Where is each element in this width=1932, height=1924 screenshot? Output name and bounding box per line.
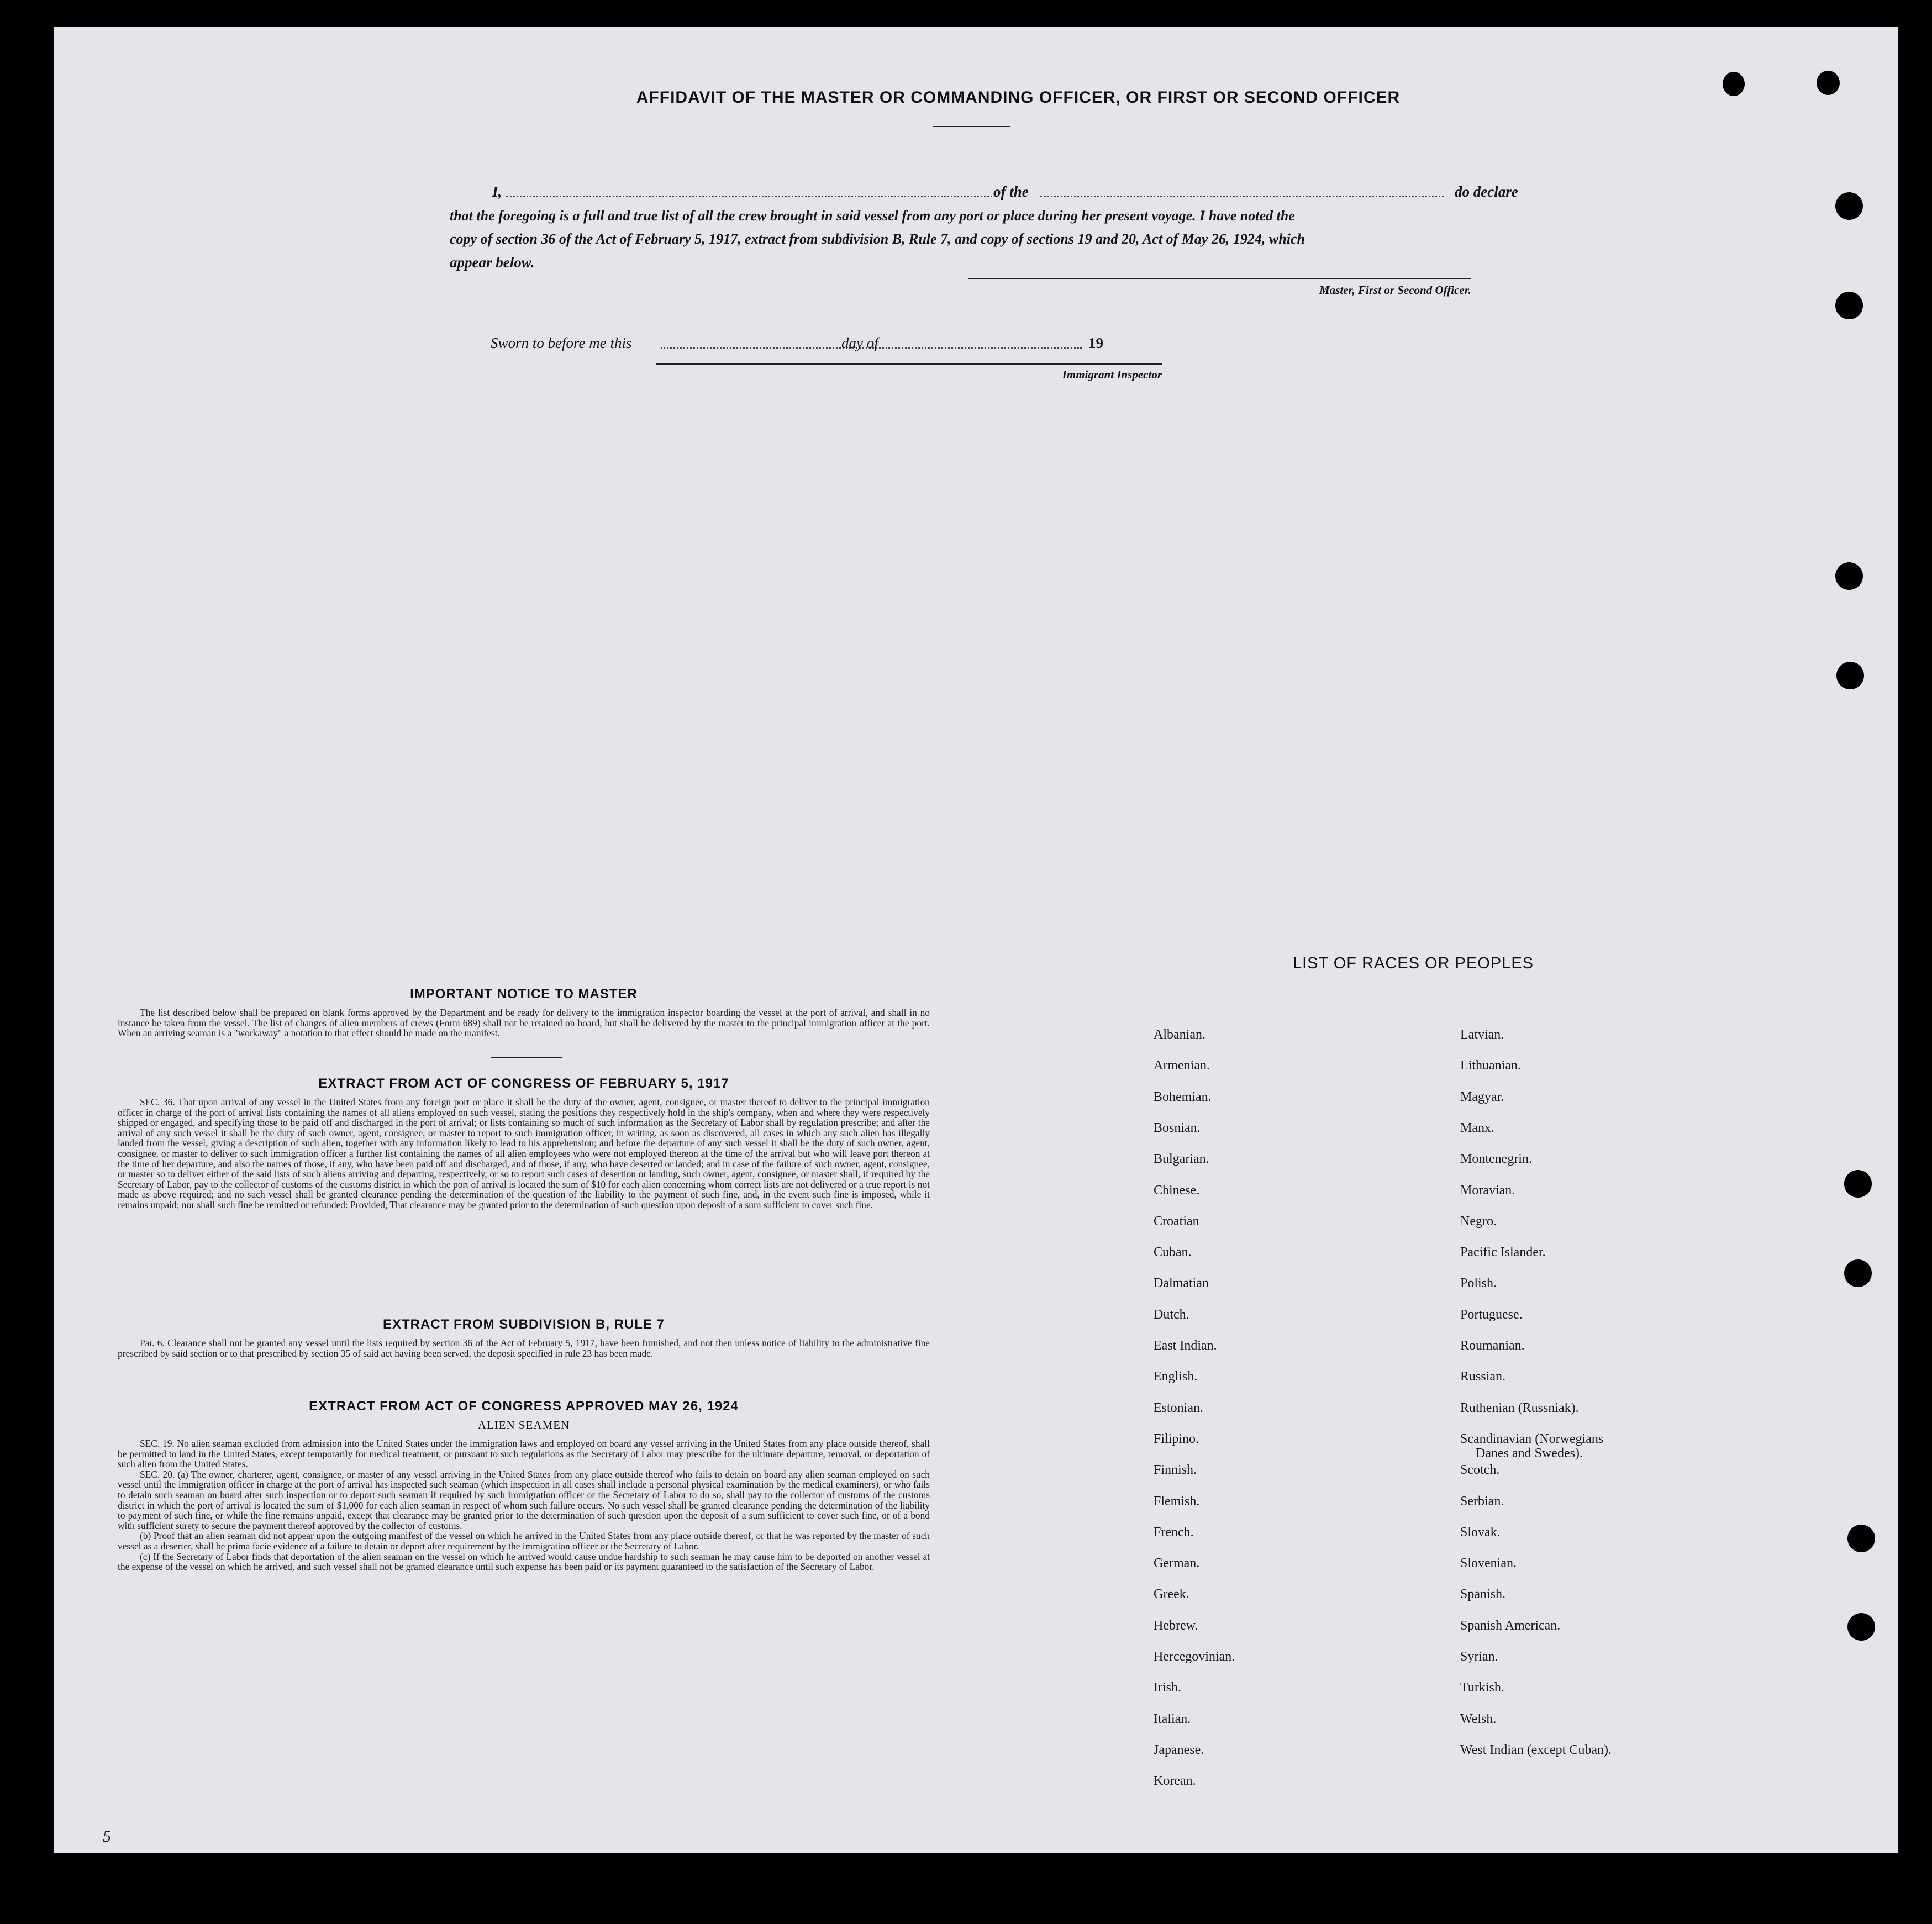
year-label: 19: [1088, 335, 1103, 351]
affidavit-title: AFFIDAVIT OF THE MASTER OR COMMANDING OFFICER, OR FIRST OR SECOND OFFICER: [636, 88, 1401, 107]
inspector-caption: Immigrant Inspector: [1062, 368, 1162, 381]
punch-hole: [1844, 1170, 1872, 1198]
punch-hole: [1723, 72, 1745, 96]
race-item: Latvian.: [1460, 1027, 1504, 1042]
race-item: Moravian.: [1460, 1183, 1515, 1198]
race-item: Hebrew.: [1154, 1618, 1198, 1633]
name-blank[interactable]: [506, 196, 992, 197]
punch-hole: [1847, 1613, 1875, 1641]
races-title: LIST OF RACES OR PEOPLES: [1292, 955, 1534, 972]
race-item: Polish.: [1460, 1276, 1497, 1291]
rule7-text: [118, 1338, 930, 1358]
race-item: Roumanian.: [1460, 1338, 1525, 1353]
affidavit-body-line2: that the foregoing is a full and true list of all the crew brought in said vessel from any port or place during her present voyage. I have noted the: [450, 208, 1295, 224]
race-item: Korean.: [1154, 1774, 1196, 1789]
race-item: East Indian.: [1154, 1338, 1217, 1353]
affidavit-line1-of-the: of the: [993, 183, 1029, 200]
extract-1917-text: [118, 1097, 930, 1210]
day-of-label: day of: [841, 335, 878, 351]
master-signature-line[interactable]: [968, 278, 1471, 279]
race-item: Danes and Swedes).: [1476, 1446, 1583, 1461]
extract-1924-subtitle: ALIEN SEAMEN: [477, 1419, 570, 1432]
extract-1924-title: EXTRACT FROM ACT OF CONGRESS APPROVED MAY 26, 1924: [309, 1399, 739, 1414]
race-item: Dalmatian: [1154, 1276, 1209, 1291]
rule7-title: EXTRACT FROM SUBDIVISION B, RULE 7: [382, 1317, 665, 1332]
race-item: Russian.: [1460, 1369, 1506, 1384]
inspector-signature-line[interactable]: [656, 363, 1162, 365]
extract-1924-text: [118, 1438, 930, 1572]
sec36-paragraph: SEC. 36. That upon arrival of any vessel in the United States from any foreign port or place it shall be the duty of the owner, agent, consignee, or master thereof to deliver to the principal immigration officer in charge of the port of arrival lists containing the names of all aliens employed on such vessel, stating the positions they respectively hold in the ship's company, when and where they were respectively shipped or engaged, and specifying those to be paid off and discharged in the port of arrival; or lists containing so much of such information as the Secretary of Labor shall by regulation prescribe; and after the arrival of any such vessel it shall be the duty of such owner, agent, consignee, or master to report to such immigration officer, in writing, as soon as discovered, all cases in which any such alien has illegally landed from the vessel, giving a description of such alien, together with any information likely to lead to his apprehension; and before the departure of any such vessel it shall be the duty of such owner, agent, consignee, or master to deliver to such immigration officer a further list containing the names of all alien employees who were not employed thereon at the time of the arrival but who will leave port thereon at the time of her departure, and also the names of those, if any, who have been paid off and discharged, and of those, if any, who have deserted or landed; and in case of the failure of such owner, agent, consignee, or master so to deliver either of the said lists of such aliens arriving and departing, respectively, or so to report such cases of desertion or landing, such owner, agent, consignee, or master shall, if required by the Secretary of Labor, pay to the collector of customs of the customs district in which the port of arrival is located the sum of $10 for each alien concerning whom correct lists are not delivered or a true report is not made as above required; and no such vessel shall be granted clearance pending the determination of the question of the liability to the payment of such fine, and, in the event such fine is imposed, while it remains unpaid; nor shall such fine be remitted or refunded: Provided, That clearance may be granted prior to the determination of such question upon deposit of a sum sufficient to cover such fine.: [118, 1097, 930, 1210]
race-item: Welsh.: [1460, 1711, 1497, 1726]
sec20b-paragraph: (b) Proof that an alien seaman did not appear upon the outgoing manifest of the vessel on which he arrived in the United States from any place outside thereof, or that he was reported by the master of such vessel as a deserter, shall be prima facie evidence of a failure to detain or deport after requirement by the immigration officer or the Secretary of Labor.: [118, 1530, 930, 1552]
race-item: Irish.: [1154, 1680, 1181, 1695]
race-item: Lithuanian.: [1460, 1058, 1521, 1073]
race-item: Slovenian.: [1460, 1556, 1517, 1571]
race-item: French.: [1154, 1525, 1194, 1540]
race-item: Albanian.: [1154, 1027, 1205, 1042]
extract-1917-title: EXTRACT FROM ACT OF CONGRESS OF FEBRUARY 5, 1917: [318, 1076, 729, 1091]
race-item: Japanese.: [1154, 1742, 1204, 1757]
affidavit-line1-declare: do declare: [1455, 183, 1518, 200]
punch-hole: [1844, 1259, 1872, 1287]
race-item: Pacific Islander.: [1460, 1245, 1546, 1260]
race-item: Scotch.: [1460, 1463, 1500, 1478]
affidavit-body-line3: copy of section 36 of the Act of February 5, 1917, extract from subdivision B, Rule 7, and copy of sections 19 and 20, Act of May 26, 1924, which: [450, 231, 1305, 247]
rule7-paragraph: Par. 6. Clearance shall not be granted any vessel until the lists required by section 36 of the Act of February 5, 1917, have been furnished, and not then unless notice of liability to the administrative fine prescribed by said section or to that prescribed by section 35 of said act having been served, the deposit specified in rule 23 has been made.: [118, 1337, 930, 1359]
race-item: Serbian.: [1460, 1494, 1504, 1509]
race-item: West Indian (except Cuban).: [1460, 1742, 1612, 1757]
race-item: Finnish.: [1154, 1463, 1197, 1478]
race-item: Negro.: [1460, 1214, 1497, 1229]
race-item: Syrian.: [1460, 1649, 1498, 1664]
race-item: Manx.: [1460, 1120, 1494, 1135]
race-item: Bosnian.: [1154, 1120, 1201, 1135]
vessel-blank[interactable]: [1040, 196, 1444, 197]
race-item: German.: [1154, 1556, 1200, 1571]
affidavit-body-line4: appear below.: [450, 254, 535, 271]
race-item: Slovak.: [1460, 1525, 1501, 1540]
race-item: Spanish.: [1460, 1587, 1506, 1602]
race-item: Armenian.: [1154, 1058, 1210, 1073]
race-item: Turkish.: [1460, 1680, 1504, 1695]
sec20a-paragraph: SEC. 20. (a) The owner, charterer, agent, consignee, or master of any vessel arriving in the United States from any place outside thereof who fails to detain on board any alien seaman employed on such vessel until the immigration officer in charge at the port of arrival has inspected such seaman (which inspection in all cases shall include a personal physical examination by the medical examiners), or who fails to detain such seaman on board after such inspection or to deport such seaman if required by such immigration officer or the Secretary of Labor to do so, shall pay to the collector of customs of the customs district in which the port of arrival is located the sum of $1,000 for each alien seaman in respect of whom such failure occurs. No such vessel shall be granted clearance pending the determination of the liability to payment of such fine, or while the fine remains unpaid, except that clearance may be granted prior to the determination of such question upon the deposit of a sum sufficient to cover such fine, or of a bond with sufficient surety to secure the payment thereof approved by the collector of customs.: [118, 1468, 930, 1531]
punch-hole: [1836, 662, 1864, 689]
document-page: [54, 27, 1898, 1853]
divider-1: [491, 1057, 562, 1058]
race-item: Ruthenian (Russniak).: [1460, 1400, 1579, 1415]
margin-mark: 5: [103, 1827, 111, 1846]
race-item: English.: [1154, 1369, 1198, 1384]
race-item: Italian.: [1154, 1711, 1191, 1726]
race-item: Portuguese.: [1460, 1307, 1523, 1322]
master-caption: Master, First or Second Officer.: [1319, 283, 1471, 297]
race-item: Magyar.: [1460, 1089, 1504, 1104]
sec19-paragraph: SEC. 19. No alien seaman excluded from admission into the United States under the immigration laws and employed on board any vessel arriving in the United States from any place outside thereof, shall be permitted to land in the United States, except temporarily for medical treatment, or pursuant to such regulations as the Secretary of Labor may prescribe for the ultimate departure, removal, or deportation of such alien from the United States.: [118, 1438, 930, 1470]
race-item: Montenegrin.: [1460, 1152, 1532, 1167]
race-item: Flemish.: [1154, 1494, 1200, 1509]
sworn-label: Sworn to before me this: [491, 335, 632, 351]
race-item: Spanish American.: [1460, 1618, 1561, 1633]
punch-hole: [1835, 292, 1863, 319]
notice-title: IMPORTANT NOTICE TO MASTER: [410, 987, 638, 1001]
race-item: Bulgarian.: [1154, 1152, 1209, 1167]
race-item: Greek.: [1154, 1587, 1189, 1602]
race-item: Dutch.: [1154, 1307, 1189, 1322]
notice-paragraph: The list described below shall be prepared on blank forms approved by the Department and be ready for delivery to the immigration inspector boarding the vessel at the port of arrival, and shall in no instance be taken from the vessel. The list of changes of alien members of crews (Form 689) shall not be retained on board, but shall be delivered by the master to the principal immigration officer at the port. When an arriving seaman is a "workaway" a notation to that effect should be made on the manifest.: [118, 1007, 930, 1039]
punch-hole: [1847, 1525, 1875, 1552]
race-item: Chinese.: [1154, 1183, 1200, 1198]
race-item: Estonian.: [1154, 1400, 1203, 1415]
punch-hole: [1835, 562, 1863, 590]
race-item: Scandinavian (Norwegians: [1460, 1431, 1604, 1446]
race-item: Bohemian.: [1154, 1089, 1212, 1104]
affidavit-line1-i: I,: [492, 183, 502, 200]
title-underline: [933, 126, 1010, 127]
race-item: Croatian: [1154, 1214, 1199, 1229]
race-item: Cuban.: [1154, 1245, 1192, 1260]
punch-hole: [1835, 192, 1863, 220]
notice-text: [118, 1008, 930, 1039]
punch-hole: [1817, 71, 1840, 95]
sworn-month-blank[interactable]: [886, 347, 1082, 349]
sec20c-paragraph: (c) If the Secretary of Labor finds that deportation of the alien seaman on the vessel on which he arrived would cause undue hardship to such seaman he may cause him to be deported on another vessel at the expense of the vessel on which he arrived, and such vessel shall not be granted clearance until such expense has been paid or its payment guaranteed to the satisfaction of the Secretary of Labor.: [118, 1551, 930, 1573]
race-item: Hercegovinian.: [1154, 1649, 1235, 1664]
race-item: Filipino.: [1154, 1431, 1199, 1446]
